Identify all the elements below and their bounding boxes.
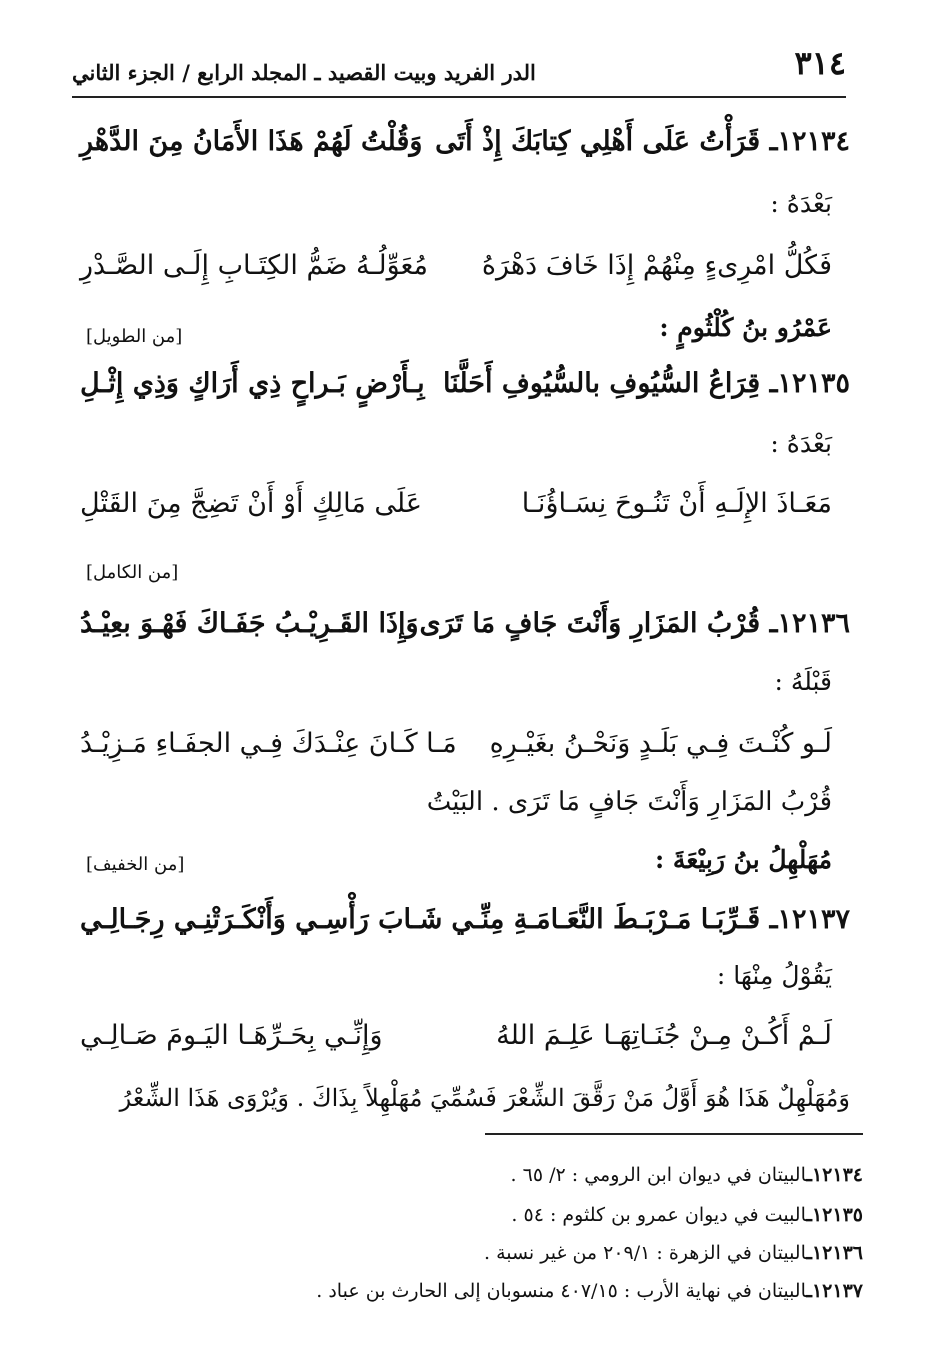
- prose-text: قُرْبُ المَزَارِ وَأَنْتَ جَافٍ مَا تَرَى . البَيْتُ: [426, 787, 832, 817]
- verse-first-hemistich: ١٢١٣٥ـ قِرَاعُ السُّيُوفِ بالسُّيُوفِ أَحَلَّنَا: [442, 368, 850, 399]
- header-divider: [72, 96, 846, 98]
- verse-12134: [80, 116, 850, 168]
- note-label-row: [80, 656, 850, 708]
- verse-first-hemistich: ١٢١٣٧ـ قَـرِّبَـا مَـرْبَـطَ النَّعَـامَـةِ مِنِّـي: [451, 904, 850, 935]
- footnote: [316, 1276, 863, 1306]
- note-label-row: [80, 418, 850, 470]
- related-second-hemistich: مَـا كَـانَ عِنْـدَكَ فِـي الجفَـاءِ مَـزِيْـدُ: [80, 728, 457, 759]
- related-verse: [80, 240, 850, 292]
- footnote: [484, 1238, 863, 1268]
- verse-number: ١٢١٣٥ـ: [769, 368, 850, 399]
- note-label: بَعْدَهُ :: [770, 189, 832, 218]
- note-label: قَبْلَهُ :: [774, 667, 832, 696]
- related-verse: [80, 1010, 850, 1062]
- related-verse: [80, 718, 850, 770]
- related-verse: [80, 478, 850, 530]
- verse-number: ١٢١٣٧ـ: [769, 904, 850, 935]
- footnote: [511, 1200, 863, 1230]
- meter-label: [من الكامل]: [86, 562, 179, 583]
- page-number: ٣١٤: [794, 44, 846, 82]
- page-header: [72, 44, 846, 94]
- related-first-hemistich: لَـمْ أَكُـنْ مِـنْ جُنَـاتِهَـا عَلِـمَ اللهُ: [496, 1020, 832, 1051]
- prose-text: وَمُهَلْهِلٌ هَذَا هُوَ أَوَّلُ مَنْ رَقَّقَ الشِّعْرَ فَسُمِّيَ مُهَلْهِلاً بِذَاكَ . وَيُرْوَى هَذَا الشِّعْرُ: [119, 1084, 850, 1112]
- verse-first-hemistich: ١٢١٣٤ـ قَرَأْتُ عَلَى أَهْلِي كِتابَكَ إِذْ أَتَى: [435, 126, 850, 157]
- footnote-number: ١٢١٣٤ـ: [806, 1164, 863, 1186]
- footnote-text: البيتان في نهاية الأرب : ٤٠٧/١٥ منسوبان إلى الحارث بن عباد .: [316, 1280, 807, 1302]
- verse-second-hemistich: وَقُلْتُ لَهُمْ هَذَا الأَمَانُ مِنَ الدَّهْرِ: [80, 126, 423, 157]
- poet-row: [80, 302, 850, 354]
- footnote-number: ١٢١٣٦ـ: [806, 1242, 863, 1264]
- footnote-number: ١٢١٣٧ـ: [806, 1280, 863, 1302]
- verse-second-hemistich: وَإِذَا القَـرِيْـبُ جَفَـاكَ فَهْـوَ بعِيْـدُ: [80, 608, 419, 639]
- note-label: يَقُوْلُ مِنْهَا :: [716, 961, 832, 990]
- poet-name: مُهَلْهِلُ بنُ رَبِيْعَةَ :: [654, 845, 832, 874]
- footnote-divider: [485, 1133, 863, 1135]
- note-label-row: [80, 950, 850, 1002]
- verse-first-hemistich: ١٢١٣٦ـ قُرْبُ المَزَارِ وَأَنْتَ جَافٍ مَا تَرَى: [419, 608, 850, 639]
- prose-line: [80, 776, 850, 828]
- related-first-hemistich: فَكُلُّ امْرِىءٍ مِنْهُمْ إِذَا خَافَ دَهْرَهُ: [481, 250, 832, 281]
- verse-12137: [80, 894, 850, 946]
- related-first-hemistich: مَعَـاذَ الإِلَـهِ أَنْ تَنُـوحَ نِسَـاؤُنَـا: [521, 488, 832, 519]
- verse-12136: [80, 598, 850, 650]
- verse-number: ١٢١٣٦ـ: [769, 608, 850, 639]
- footnote: [511, 1160, 863, 1190]
- footnote-text: البيتان في ديوان ابن الرومي : ٢/ ٦٥ .: [510, 1164, 807, 1186]
- meter-label: [من الطويل]: [86, 326, 183, 347]
- footnote-number: ١٢١٣٥ـ: [806, 1204, 863, 1226]
- verse-12135: [80, 358, 850, 410]
- verse-second-hemistich: شَـابَ رَأْسِـي وَأَنْكَـرَتْنِـي رِجَـالِـي: [80, 904, 443, 935]
- verse-second-hemistich: بِـأَرْضٍ بَـراحٍ ذِي أَرَاكٍ وَذِي إِثْـلِ: [80, 368, 425, 399]
- meter-label: [من الخفيف]: [86, 854, 185, 875]
- note-label-row: [80, 178, 850, 230]
- footnote-text: البيت في ديوان عمرو بن كلثوم : ٥٤ .: [511, 1204, 807, 1226]
- related-first-hemistich: لَـو كُنْـتَ فِـي بَلَـدٍ وَنَحْـنُ بغَيْـرِهِ: [489, 728, 832, 759]
- related-second-hemistich: عَلَى مَالِكٍ أَوْ أَنْ تَضِجَّ مِنَ القَتْلِ: [80, 488, 422, 519]
- running-title: الدر الفريد وبيت القصيد ـ المجلد الرابع / الجزء الثاني: [72, 60, 536, 85]
- note-label: بَعْدَهُ :: [770, 429, 832, 458]
- poet-name: عَمْرُو بنُ كُلْثُومٍ :: [659, 313, 832, 342]
- verse-number: ١٢١٣٤ـ: [769, 126, 850, 157]
- prose-line: [80, 1072, 850, 1124]
- footnote-text: البيتان في الزهرة : ٢٠٩/١ من غير نسبة .: [483, 1242, 807, 1264]
- poet-row: [80, 834, 850, 886]
- related-second-hemistich: مُعَوِّلُـهُ ضَمُّ الكِتَـابِ إِلَـى الصَّـدْرِ: [80, 250, 429, 281]
- related-second-hemistich: وَإِنِّـي بِحَـرِّهَـا اليَـومَ صَـالِـي: [80, 1020, 383, 1051]
